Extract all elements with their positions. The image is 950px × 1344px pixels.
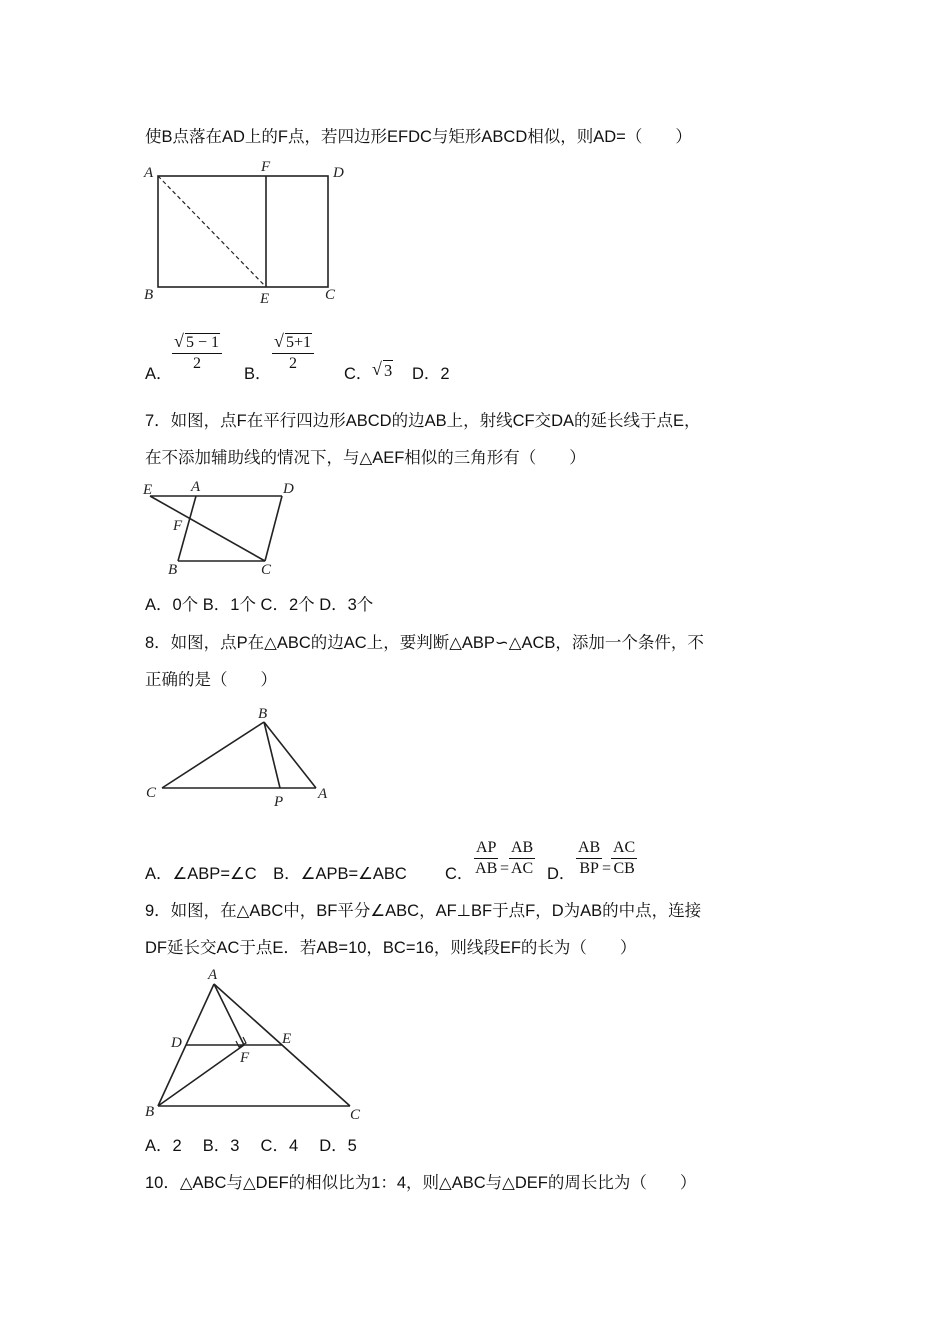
q7-figure bbox=[140, 478, 310, 583]
q8-options-ab: A．∠ABP=∠C B．∠APB=∠ABC bbox=[145, 865, 407, 883]
segment-dc bbox=[265, 496, 282, 561]
label-c: C bbox=[325, 287, 336, 303]
q6-text: 使B点落在AD上的F点，若四边形EFDC与矩形ABCD相似，则AD=（ ） bbox=[145, 128, 692, 146]
label-e: E bbox=[282, 1031, 292, 1047]
q6-option-c-value bbox=[372, 360, 393, 382]
q9-text-line2: DF延长交AC于点E．若AB=10，BC=16，则线段EF的长为（ ） bbox=[145, 939, 637, 957]
q6-option-b-letter: B． bbox=[244, 365, 272, 383]
q9-options: A．2 B．3 C．4 D．5 bbox=[145, 1137, 357, 1155]
label-b: B bbox=[145, 1104, 155, 1120]
label-d: D bbox=[283, 481, 294, 497]
q8-c-fraction-2: $\frac{AB}{AC}$ bbox=[511, 839, 534, 877]
segment-af bbox=[214, 984, 244, 1045]
label-c: C bbox=[261, 562, 272, 578]
label-f: F bbox=[240, 1050, 250, 1066]
segment-bf bbox=[158, 1045, 244, 1106]
q6-option-c-letter: C． bbox=[344, 365, 373, 383]
label-d: D bbox=[333, 165, 344, 181]
q6-figure bbox=[140, 155, 355, 310]
q8-text-line1: 8．如图，点P在△ABC的边AC上，要判断△ABP∽△ACB，添加一个条件，不 bbox=[145, 634, 704, 652]
q8-option-c-letter: C． bbox=[445, 865, 474, 883]
q8-c-equals: = bbox=[500, 860, 510, 877]
q8-text-line2: 正确的是（ ） bbox=[145, 671, 277, 689]
rectangle-abcd bbox=[158, 176, 328, 287]
q6-a-denominator: 2 bbox=[193, 355, 202, 372]
label-a: A bbox=[208, 967, 218, 983]
q6-option-b-fraction bbox=[272, 334, 314, 373]
segment-cb bbox=[162, 722, 264, 788]
label-f: F bbox=[173, 518, 183, 534]
q8-c-fraction-1: $\frac{AP}{AB}$ bbox=[475, 839, 498, 877]
q6-option-a-letter: A． bbox=[145, 365, 173, 383]
q8-d-fraction-2: $\frac{AC}{CB}$ bbox=[613, 839, 636, 877]
q9-figure bbox=[140, 965, 370, 1125]
q9-text-line1: 9．如图，在△ABC中，BF平分∠ABC，AF⊥BF于点F，D为AB的中点，连接 bbox=[145, 902, 702, 920]
q6-b-denominator: 2 bbox=[289, 355, 298, 372]
q7-options: A．0个 B．1个 C．2个 D．3个 bbox=[145, 596, 374, 614]
q6-a-numerator: 5 − 1 bbox=[186, 334, 220, 351]
q6-c-radicand: 3 bbox=[384, 361, 393, 380]
label-b: B bbox=[258, 706, 268, 722]
label-d: D bbox=[171, 1035, 182, 1051]
label-e: E bbox=[143, 482, 153, 498]
q6-b-numerator: 5+1 bbox=[286, 334, 312, 351]
label-b: B bbox=[144, 287, 154, 303]
q6-option-d: D．2 bbox=[412, 365, 450, 383]
label-a: A bbox=[191, 479, 201, 495]
q8-option-d-letter: D． bbox=[547, 865, 576, 883]
label-c: C bbox=[350, 1107, 361, 1123]
q7-text-line1: 7．如图，点F在平行四边形ABCD的边AB上，射线CF交DA的延长线于点E， bbox=[145, 412, 701, 430]
label-a: A bbox=[144, 165, 154, 181]
fold-line-ae bbox=[158, 176, 266, 287]
label-e: E bbox=[260, 291, 270, 307]
q7-text-line2: 在不添加辅助线的情况下，与△AEF相似的三角形有（ ） bbox=[145, 449, 586, 467]
segment-ec bbox=[150, 496, 265, 561]
label-c: C bbox=[146, 785, 157, 801]
label-b: B bbox=[168, 562, 178, 578]
q6-option-a-fraction bbox=[172, 334, 222, 373]
q8-figure bbox=[140, 700, 340, 815]
label-f: F bbox=[261, 159, 271, 175]
label-a: A bbox=[318, 786, 328, 802]
label-p: P bbox=[274, 794, 284, 810]
q8-d-fraction-1: $\frac{AB}{BP}$ bbox=[578, 839, 601, 877]
q8-d-equals: = bbox=[602, 860, 612, 877]
q10-text: 10．△ABC与△DEF的相似比为1：4，则△ABC与△DEF的周长比为（ ） bbox=[145, 1174, 697, 1192]
